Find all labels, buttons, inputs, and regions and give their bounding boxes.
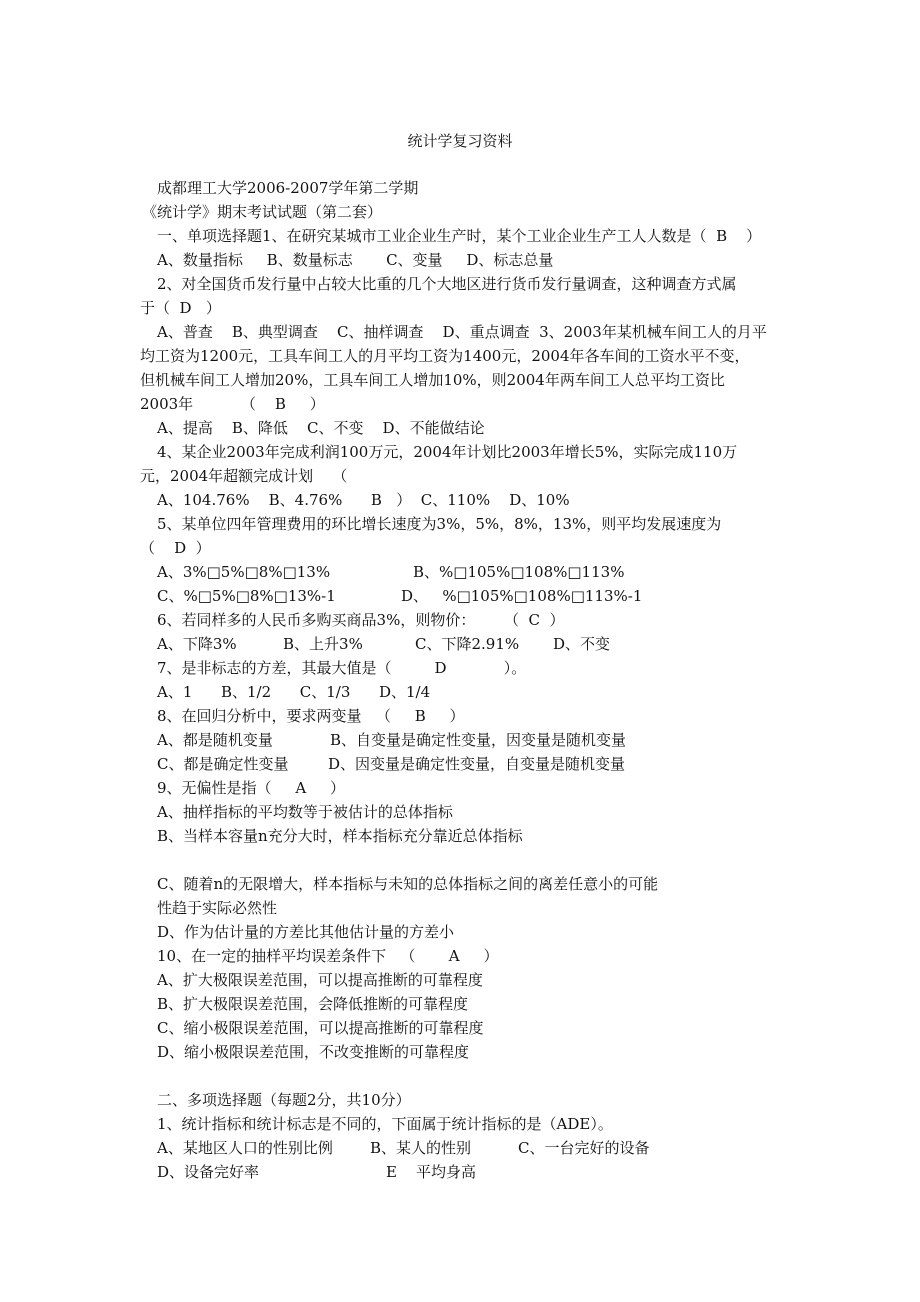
question-2-answer: 于（ D ） [140, 299, 221, 317]
multi-option-a: A、某地区人口的性别比例 [157, 1139, 333, 1157]
question-3-line: 均工资为1200元，工具车间工人的月平均工资为1400元，2004年各车间的工资水平不变， [140, 347, 750, 365]
question-10: 10、在一定的抽样平均误差条件下 （ A ） [157, 947, 499, 965]
multi-option-d: D、设备完好率 [157, 1163, 260, 1181]
question-3-line: 但机械车间工人增加20%，工具车间工人增加10%，则2004年两车间工人总平均工资比 [140, 371, 725, 389]
question-3-options: A、提高 B、降低 C、不变 D、不能做结论 [157, 419, 485, 437]
document-title: 统计学复习资料 [407, 132, 513, 150]
question-8: 8、在回归分析中，要求两变量 （ B ） [157, 707, 465, 725]
question-9-option-c-cont: 性趋于实际必然性 [157, 899, 278, 917]
question-2: 2、对全国货币发行量中占较大比重的几个大地区进行货币发行量调查，这种调查方式属 [157, 275, 737, 293]
question-9: 9、无偏性是指（ A ） [157, 779, 346, 797]
question-8-option-d: D、因变量是确定性变量，自变量是随机变量 [328, 755, 626, 773]
question-5-option-c: C、%□5%□8%□13%-1 [157, 587, 336, 605]
question-5-option-b: B、%□105%□108%□113% [413, 563, 625, 581]
school-line: 成都理工大学2006-2007学年第二学期 [157, 179, 419, 197]
section-2-heading: 二、多项选择题（每题2分，共10分） [157, 1091, 411, 1109]
exam-line: 《统计学》期末考试试题（第二套） [142, 203, 383, 221]
question-8-option-b: B、自变量是确定性变量，因变量是随机变量 [330, 731, 627, 749]
question-6-option-a: A、下降3% [157, 635, 237, 653]
question-7-options: A、1 B、1/2 C、1/3 D、1/4 [157, 683, 431, 701]
question-4-line: 元，2004年超额完成计划 （ [140, 467, 348, 485]
question-6-option-c: C、下降2.91% [415, 635, 520, 653]
question-6-option-b: B、上升3% [283, 635, 363, 653]
question-10-option-a: A、扩大极限误差范围，可以提高推断的可靠程度 [157, 971, 483, 989]
question-6-option-d: D、不变 [553, 635, 611, 653]
question-9-option-d: D、作为估计量的方差比其他估计量的方差小 [157, 923, 455, 941]
question-1-options: A、数量指标 B、数量标志 C、变量 D、标志总量 [157, 251, 554, 269]
question-1: 一、单项选择题1、在研究某城市工业企业生产时，某个工业企业生产工人人数是（ B ） [157, 227, 762, 245]
question-4-options: A、104.76% B、4.76% B ） C、110% D、10% [157, 491, 570, 509]
multi-option-c: C、一台完好的设备 [518, 1139, 650, 1157]
multi-question-1: 1、统计指标和统计标志是不同的，下面属于统计指标的是（ADE）。 [157, 1115, 613, 1133]
multi-option-b: B、某人的性别 [370, 1139, 472, 1157]
question-9-option-a: A、抽样指标的平均数等于被估计的总体指标 [157, 803, 453, 821]
question-5-option-a: A、3%□5%□8%□13% [157, 563, 331, 581]
question-5-option-d: D、 %□105%□108%□113%-1 [401, 587, 643, 605]
question-6: 6、若同样多的人民币多购买商品3%，则物价： （ C ） [157, 611, 565, 629]
question-7: 7、是非标志的方差，其最大值是（ D ）。 [157, 659, 527, 677]
question-9-option-c: C、随着n的无限增大，样本指标与未知的总体指标之间的离差任意小的可能 [157, 875, 659, 893]
question-10-option-b: B、扩大极限误差范围，会降低推断的可靠程度 [157, 995, 469, 1013]
multi-option-e: E 平均身高 [386, 1163, 477, 1181]
question-4: 4、某企业2003年完成利润100万元，2004年计划比2003年增长5%，实际完成110万 [157, 443, 738, 461]
question-5-answer: （ D ） [140, 539, 211, 557]
question-10-option-d: D、缩小极限误差范围，不改变推断的可靠程度 [157, 1043, 470, 1061]
question-9-option-b: B、当样本容量n充分大时，样本指标充分靠近总体指标 [157, 827, 523, 845]
question-5: 5、某单位四年管理费用的环比增长速度为3%，5%，8%，13%，则平均发展速度为 [157, 515, 722, 533]
question-10-option-c: C、缩小极限误差范围，可以提高推断的可靠程度 [157, 1019, 484, 1037]
question-3-answer: 2003年 （ B ） [140, 395, 325, 413]
question-8-option-a: A、都是随机变量 [157, 731, 273, 749]
question-8-option-c: C、都是确定性变量 [157, 755, 289, 773]
question-2-options: A、普查 B、典型调查 C、抽样调查 D、重点调查 3、2003年某机械车间工人的月平 [157, 323, 767, 341]
